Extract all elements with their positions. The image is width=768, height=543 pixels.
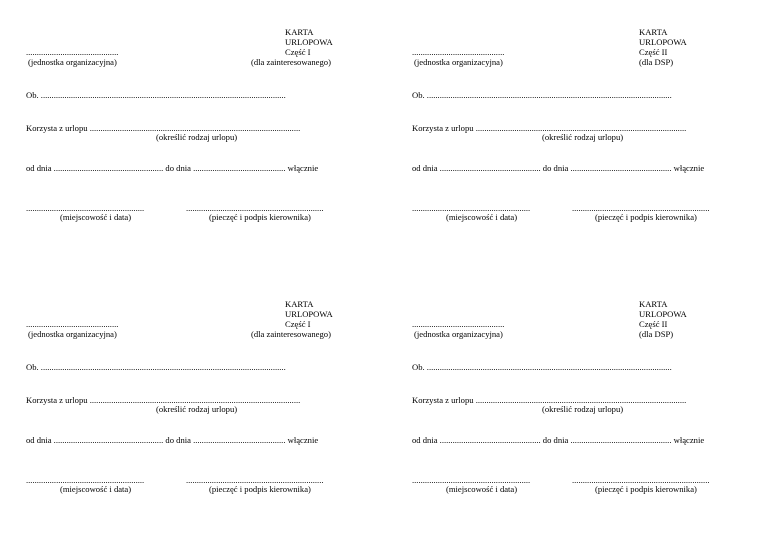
place-date-label: (miejscowość i data)	[446, 484, 518, 494]
title-karta: KARTA	[639, 27, 668, 37]
signature-dots: ................................................................	[572, 203, 710, 213]
dates-line: od dnia ............................................... do dnia ............................................... włącznie	[412, 435, 705, 445]
dates-line: od dnia ................................................... do dnia ........................................... włącznie	[26, 163, 319, 173]
signature-label: (pieczęć i podpis kierownika)	[595, 484, 697, 494]
unit-label: (jednostka organizacyjna)	[414, 57, 503, 67]
ob-line: Ob. ..................................................................................................................	[412, 90, 672, 100]
unit-dots: ...........................................	[412, 319, 505, 329]
signature-dots: ................................................................	[572, 475, 710, 485]
leave-type-label: (określić rodzaj urlopu)	[156, 132, 238, 142]
card-title	[285, 27, 333, 57]
leave-type-label: (określić rodzaj urlopu)	[542, 132, 624, 142]
ob-line: Ob. ..................................................................................................................	[26, 90, 286, 100]
ob-line: Ob. ..................................................................................................................	[412, 362, 672, 372]
place-date-dots: .......................................................	[26, 203, 145, 213]
title-recipient: (dla DSP)	[639, 57, 674, 67]
title-urlopowa: URLOPOWA	[639, 309, 687, 319]
leave-card-part2-bottom	[412, 272, 732, 512]
unit-label: (jednostka organizacyjna)	[28, 57, 117, 67]
signature-dots: ................................................................	[186, 475, 324, 485]
unit-dots: ...........................................	[26, 47, 119, 57]
signature-label: (pieczęć i podpis kierownika)	[209, 212, 311, 222]
unit-label: (jednostka organizacyjna)	[414, 329, 503, 339]
korzysta-line: Korzysta z urlopu ..................................................................................................	[412, 395, 687, 405]
title-recipient: (dla zainteresowanego)	[251, 57, 331, 67]
place-date-dots: .......................................................	[412, 475, 531, 485]
leave-card-part1-bottom	[26, 272, 346, 512]
place-date-label: (miejscowość i data)	[60, 484, 132, 494]
card-title	[639, 299, 687, 339]
place-date-label: (miejscowość i data)	[446, 212, 518, 222]
korzysta-line: Korzysta z urlopu ..................................................................................................	[26, 395, 301, 405]
unit-label: (jednostka organizacyjna)	[28, 329, 117, 339]
dates-line: od dnia ............................................... do dnia ............................................... włącznie	[412, 163, 705, 173]
title-karta: KARTA	[285, 27, 314, 37]
title-recipient: (dla DSP)	[639, 329, 674, 339]
korzysta-line: Korzysta z urlopu ..................................................................................................	[412, 123, 687, 133]
place-date-dots: .......................................................	[26, 475, 145, 485]
leave-type-label: (określić rodzaj urlopu)	[156, 404, 238, 414]
title-part: Część II	[639, 47, 668, 57]
place-date-label: (miejscowość i data)	[60, 212, 132, 222]
place-date-dots: .......................................................	[412, 203, 531, 213]
title-part: Część II	[639, 319, 668, 329]
unit-dots: ...........................................	[412, 47, 505, 57]
card-title	[639, 27, 687, 67]
title-urlopowa: URLOPOWA	[285, 309, 333, 319]
title-karta: KARTA	[285, 299, 314, 309]
unit-dots: ...........................................	[26, 319, 119, 329]
signature-label: (pieczęć i podpis kierownika)	[595, 212, 697, 222]
title-urlopowa: URLOPOWA	[639, 37, 687, 47]
ob-line: Ob. ..................................................................................................................	[26, 362, 286, 372]
title-urlopowa: URLOPOWA	[285, 37, 333, 47]
signature-dots: ................................................................	[186, 203, 324, 213]
title-karta: KARTA	[639, 299, 668, 309]
dates-line: od dnia ................................................... do dnia ........................................... włącznie	[26, 435, 319, 445]
title-part: Część I	[285, 319, 311, 329]
leave-card-part1-top	[26, 0, 346, 240]
title-part: Część I	[285, 47, 311, 57]
title-recipient: (dla zainteresowanego)	[251, 329, 331, 339]
card-title	[285, 299, 333, 329]
signature-label: (pieczęć i podpis kierownika)	[209, 484, 311, 494]
korzysta-line: Korzysta z urlopu ..................................................................................................	[26, 123, 301, 133]
leave-type-label: (określić rodzaj urlopu)	[542, 404, 624, 414]
leave-card-part2-top	[412, 0, 732, 240]
